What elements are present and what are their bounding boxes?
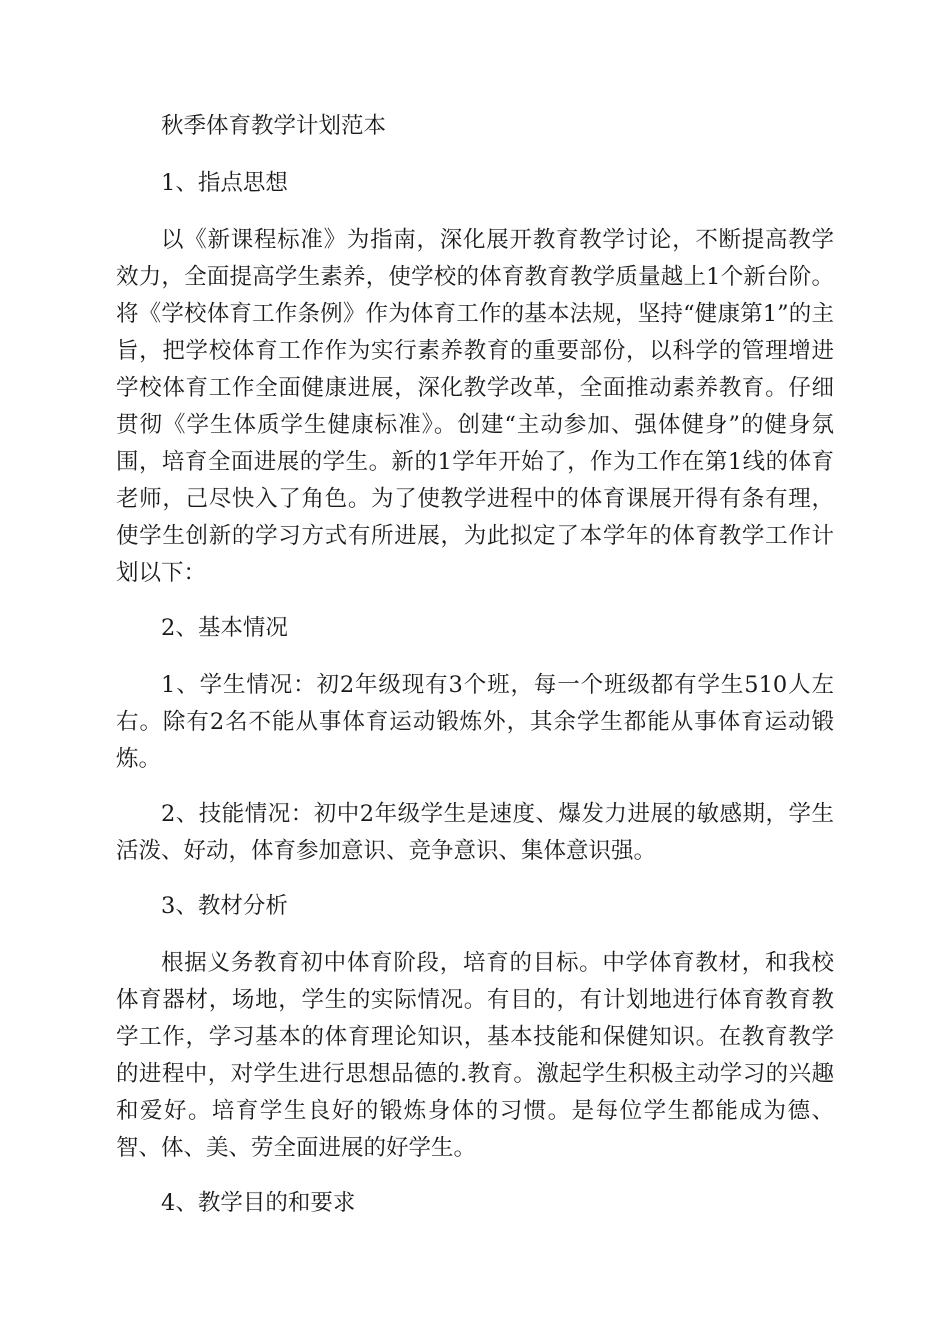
section-heading-basic-situation: 2、基本情况 [161,615,288,641]
paragraph-guiding-ideology: 以《新课程标准》为指南，深化展开教育教学讨论，不断提高教学效力，全面提高学生素养，使学校的体育教育教学质量越上1个新台阶。将《学校体育工作条例》作为体育工作的基本法规，坚持“健康第1”的主旨，把学校体育工作作为实行素养教育的重要部份，以科学的管理增进学校体育工作全面健康进展，深化教学改革，全面推动素养教育。仔细贯彻《学生体质学生健康标准》。创建“主动参加、强体健身”的健身氛围，培育全面进展的学生。新的1学年开始了，作为工作在第1线的体育老师，己尽快入了角色。为了使教学进程中的体育课展开得有条有理，使学生创新的学习方式有所进展，为此拟定了本学年的体育教学工作计划以下： [116,227,834,586]
paragraph-skill-situation: 2、技能情况：初中2年级学生是速度、爆发力进展的敏感期，学生活泼、好动，体育参加意识、竞争意识、集体意识强。 [116,801,834,864]
document-body [116,108,834,1242]
paragraph-textbook-analysis: 根据义务教育初中体育阶段，培育的目标。中学体育教材，和我校体育器材，场地，学生的实际情况。有目的，有计划地进行体育教育教学工作，学习基本的体育理论知识，基本技能和保健知识。在教育教学的进程中，对学生进行思想品德的.教育。激起学生积极主动学习的兴趣和爱好。培育学生良好的锻炼身体的习惯。是每位学生都能成为德、智、体、美、劳全面进展的好学生。 [116,950,834,1161]
document-title: 秋季体育教学计划范本 [161,113,387,139]
section-heading-textbook-analysis: 3、教材分析 [161,893,288,919]
paragraph-student-situation: 1、学生情况：初2年级现有3个班，每一个班级都有学生510人左右。除有2名不能从事体育运动锻炼外，其余学生都能从事体育运动锻炼。 [116,672,834,772]
section-heading-guiding-ideology: 1、指点思想 [161,170,288,196]
section-heading-teaching-goals: 4、教学目的和要求 [161,1190,356,1216]
